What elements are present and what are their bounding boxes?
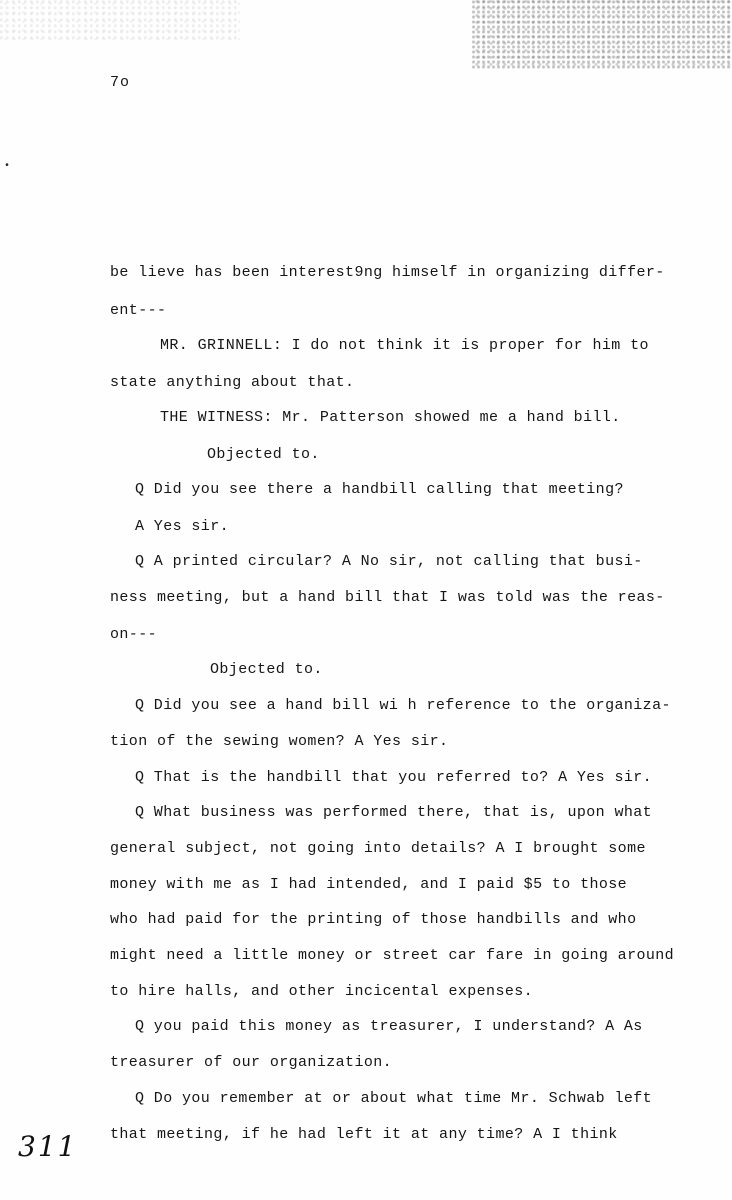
scan-noise-left <box>0 0 240 40</box>
text-line-22: Q you paid this money as treasurer, I understand? A As <box>135 1018 643 1035</box>
text-line-1: be lieve has been interest9ng himself in organizing differ- <box>110 264 665 281</box>
text-line-4: state anything about that. <box>110 374 355 391</box>
text-line-7: Q Did you see there a handbill calling that meeting? <box>135 481 624 498</box>
handwritten-page-number: 311 <box>18 1130 78 1163</box>
text-line-8: A Yes sir. <box>135 518 230 535</box>
text-line-24: Q Do you remember at or about what time Mr. Schwab left <box>135 1090 653 1107</box>
text-line-23: treasurer of our organization. <box>110 1054 393 1071</box>
text-line-10: ness meeting, but a hand bill that I was told was the reas- <box>110 589 665 606</box>
text-line-9: Q A printed circular? A No sir, not calling that busi- <box>135 553 643 570</box>
text-line-20: might need a little money or street car fare in going around <box>110 947 675 964</box>
text-line-17: general subject, not going into details? A I brought some <box>110 840 646 857</box>
text-line-3: MR. GRINNELL: I do not think it is proper for him to <box>160 337 649 354</box>
text-line-6: Objected to. <box>207 446 320 463</box>
text-line-2: ent--- <box>110 302 167 319</box>
page-number: 7o <box>110 74 131 91</box>
text-line-25: that meeting, if he had left it at any time? A I think <box>110 1126 618 1143</box>
text-line-11: on--- <box>110 626 158 643</box>
text-line-16: Q What business was performed there, that is, upon what <box>135 804 653 821</box>
text-line-18: money with me as I had intended, and I paid $5 to those <box>110 876 628 893</box>
text-line-12: Objected to. <box>210 661 323 678</box>
text-line-13: Q Did you see a hand bill wi h reference to the organiza- <box>135 697 671 714</box>
text-line-5: THE WITNESS: Mr. Patterson showed me a hand bill. <box>160 409 621 426</box>
scan-noise-right <box>472 0 732 70</box>
text-line-14: tion of the sewing women? A Yes sir. <box>110 733 449 750</box>
text-line-15: Q That is the handbill that you referred to? A Yes sir. <box>135 769 653 786</box>
text-line-21: to hire halls, and other incicental expenses. <box>110 983 534 1000</box>
text-line-19: who had paid for the printing of those handbills and who <box>110 911 637 928</box>
margin-mark: • <box>4 161 11 172</box>
